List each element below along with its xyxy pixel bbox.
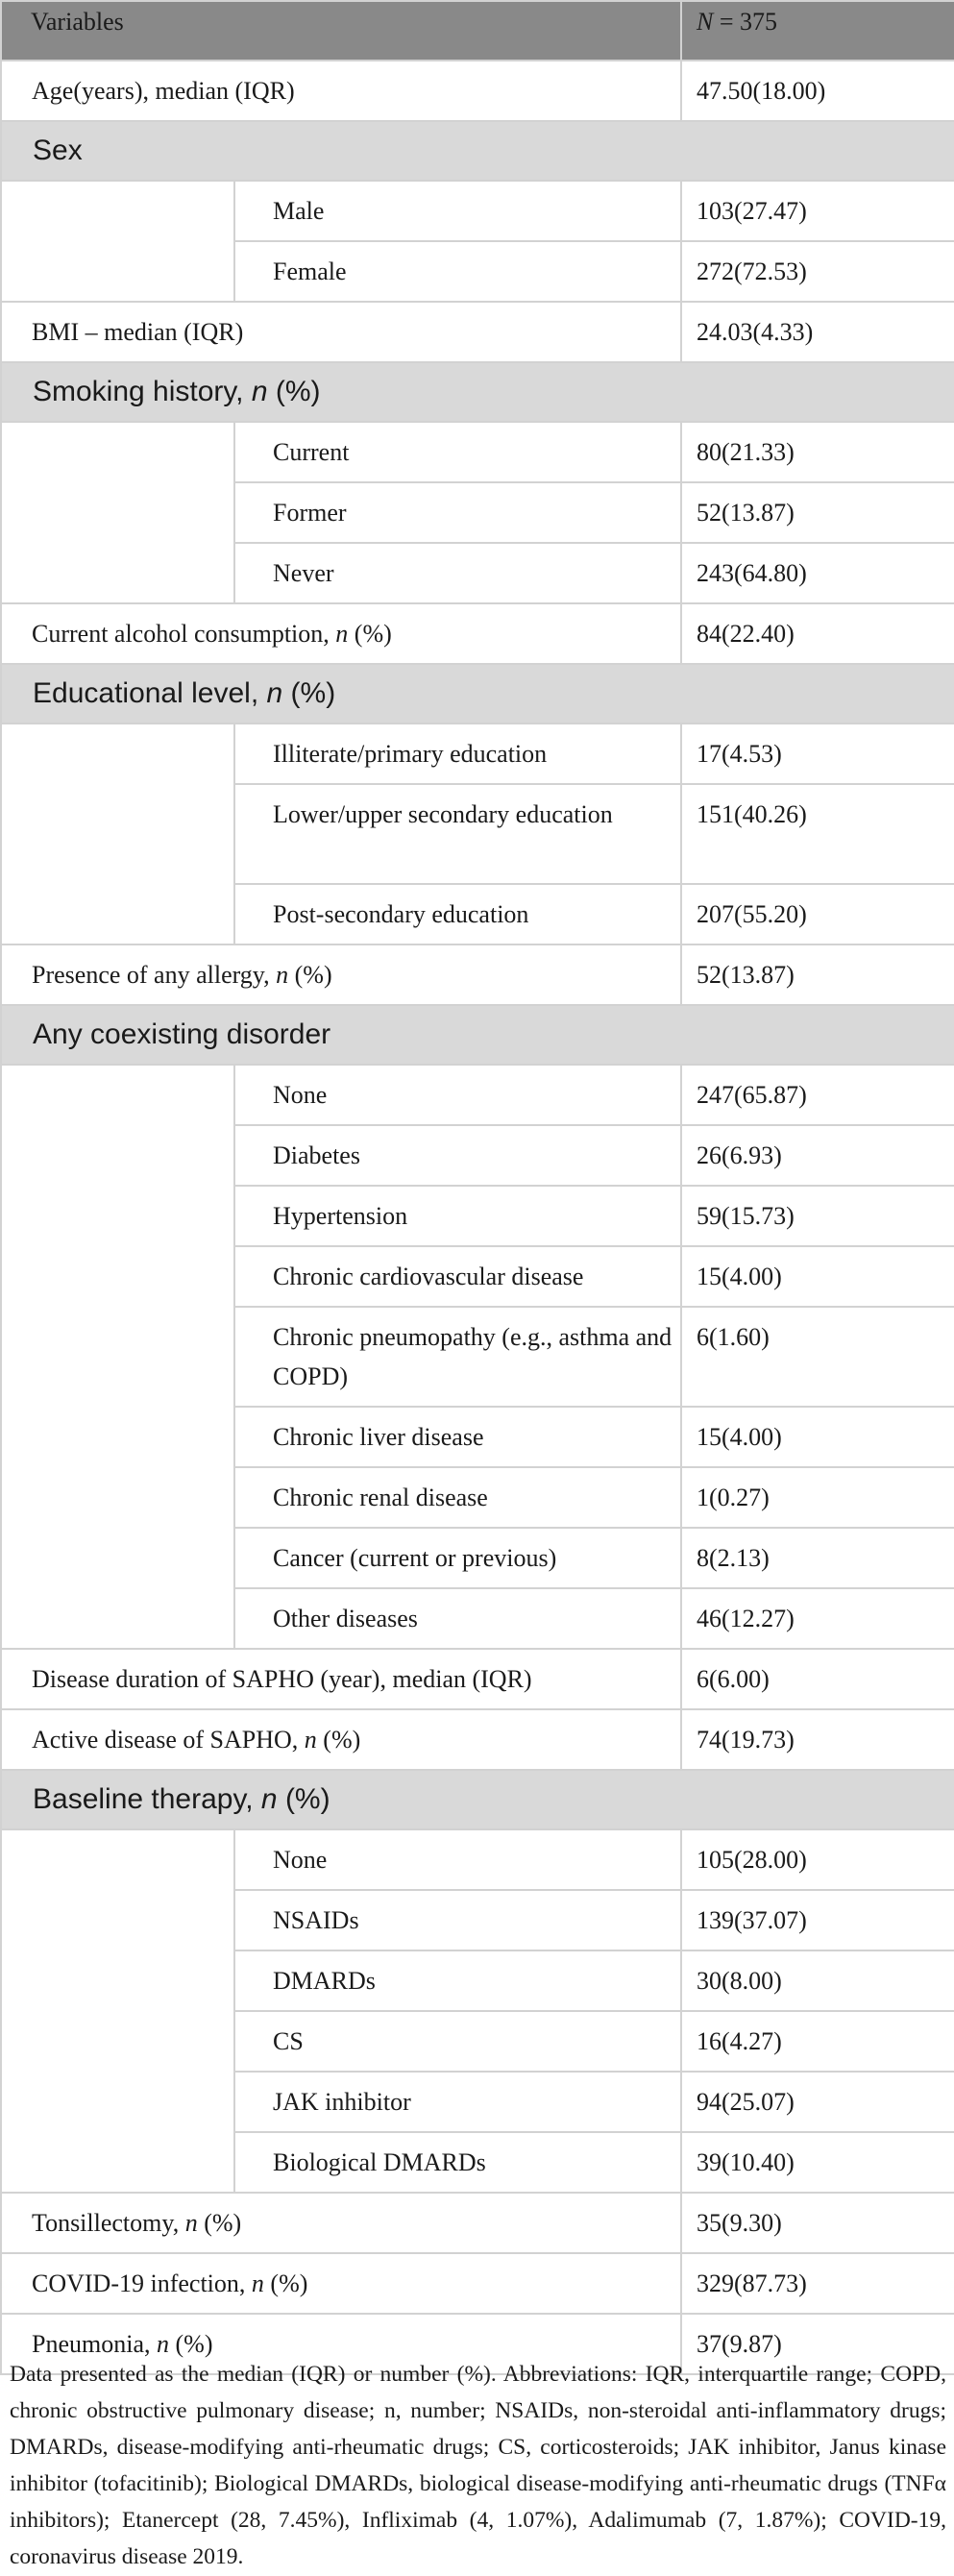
row-label-alcohol: [1, 603, 681, 664]
percent-symbol: (%): [316, 1726, 361, 1754]
section-heading-sex: Sex: [1, 121, 954, 181]
percent-symbol: (%): [267, 376, 321, 407]
label-text: Current alcohol consumption,: [32, 620, 336, 648]
row-label-diabetes: Diabetes: [234, 1125, 681, 1186]
row-value-pneumopathy: 6(1.60): [681, 1307, 954, 1407]
n-symbol: n: [276, 961, 289, 989]
row-label-cancer: Cancer (current or previous): [234, 1528, 681, 1588]
table-row: [1, 603, 954, 664]
header-n-symbol: N: [697, 8, 714, 36]
row-value-alcohol: 84(22.40): [681, 603, 954, 664]
table-row: [1, 1709, 954, 1770]
row-label-former-smoker: Former: [234, 482, 681, 543]
row-value-other-diseases: 46(12.27): [681, 1588, 954, 1649]
table-row: [1, 1649, 954, 1709]
row-label-hypertension: Hypertension: [234, 1186, 681, 1246]
percent-symbol: (%): [288, 961, 332, 989]
indent-cell: [1, 1065, 234, 1649]
row-label-age: Age(years), median (IQR): [1, 61, 681, 121]
table-footnote: Data presented as the median (IQR) or number (%). Abbreviations: IQR, interquartile range; COPD, chronic obstructive pulmonary disease; n, number; NSAIDs, non-steroidal anti-inflammatory drugs; DMARDs, disease-modifying anti-rheumatic drugs; CS, corticosteroids; JAK inhibitor, Janus kinase inhibitor (tofacitinib); Biological DMARDs, biological disease-modifying anti-rheumatic drugs (TNFα inhibitors); Etanercept (28, 7.45%), Infliximab (4, 1.07%), Adalimumab (7, 1.87%); COVID-19, coronavirus disease 2019.: [10, 2362, 946, 2569]
row-value-allergy: 52(13.87): [681, 945, 954, 1005]
row-label-allergy: [1, 945, 681, 1005]
row-label-coexisting-none: None: [234, 1065, 681, 1125]
section-heading-baseline-therapy: [1, 1770, 954, 1829]
n-symbol: n: [184, 2209, 198, 2237]
row-value-duration: 6(6.00): [681, 1649, 954, 1709]
section-heading-smoking: [1, 362, 954, 422]
percent-symbol: (%): [197, 2209, 242, 2237]
header-n: [681, 1, 954, 61]
row-label-other-diseases: Other diseases: [234, 1588, 681, 1649]
section-education: [1, 664, 954, 724]
indent-cell: [1, 422, 234, 603]
indent-cell: [1, 181, 234, 302]
row-label-therapy-none: None: [234, 1829, 681, 1890]
section-baseline-therapy: [1, 1770, 954, 1829]
row-value-dmards: 30(8.00): [681, 1950, 954, 2011]
table-row: [1, 181, 954, 241]
row-label-renal: Chronic renal disease: [234, 1467, 681, 1528]
section-coexisting: [1, 1005, 954, 1065]
row-value-former-smoker: 52(13.87): [681, 482, 954, 543]
label-text: COVID-19 infection,: [32, 2269, 252, 2297]
table-row: [1, 2253, 954, 2314]
row-label-jak-inhibitor: JAK inhibitor: [234, 2072, 681, 2132]
row-value-jak-inhibitor: 94(25.07): [681, 2072, 954, 2132]
row-value-therapy-none: 105(28.00): [681, 1829, 954, 1890]
label-text: Active disease of SAPHO,: [32, 1726, 305, 1754]
n-symbol: n: [266, 677, 283, 709]
row-label-male: Male: [234, 181, 681, 241]
row-value-secondary-education: 151(40.26): [681, 784, 954, 884]
row-value-bmi: 24.03(4.33): [681, 302, 954, 362]
table-row: [1, 302, 954, 362]
percent-symbol: (%): [277, 1783, 330, 1815]
row-value-covid: 329(87.73): [681, 2253, 954, 2314]
row-label-post-secondary-education: Post-secondary education: [234, 884, 681, 945]
section-heading-education: [1, 664, 954, 724]
row-label-active-disease: [1, 1709, 681, 1770]
label-text: Presence of any allergy,: [32, 961, 277, 989]
row-label-pneumopathy: Chronic pneumopathy (e.g., asthma and COPD): [234, 1307, 681, 1407]
row-value-never-smoker: 243(64.80): [681, 543, 954, 603]
label-text: Pneumonia,: [32, 2330, 157, 2358]
header-variables: Variables: [1, 1, 681, 61]
header-n-value: = 375: [713, 8, 778, 36]
row-value-female: 272(72.53): [681, 241, 954, 302]
row-label-tonsillectomy: [1, 2193, 681, 2253]
section-heading-text: Educational level,: [33, 677, 267, 709]
section-smoking: [1, 362, 954, 422]
row-label-covid: [1, 2253, 681, 2314]
n-symbol: n: [251, 376, 268, 407]
indent-cell: [1, 724, 234, 945]
percent-symbol: (%): [282, 677, 336, 709]
row-value-cs: 16(4.27): [681, 2011, 954, 2072]
section-sex: [1, 121, 954, 181]
n-symbol: n: [335, 620, 349, 648]
table-row: [1, 2193, 954, 2253]
table-row: [1, 945, 954, 1005]
row-label-cs: CS: [234, 2011, 681, 2072]
section-heading-text: Smoking history,: [33, 376, 252, 407]
percent-symbol: (%): [263, 2269, 308, 2297]
percent-symbol: (%): [348, 620, 392, 648]
row-value-liver: 15(4.00): [681, 1407, 954, 1467]
label-text: Tonsillectomy,: [32, 2209, 185, 2237]
row-value-current-smoker: 80(21.33): [681, 422, 954, 482]
row-value-diabetes: 26(6.93): [681, 1125, 954, 1186]
row-value-renal: 1(0.27): [681, 1467, 954, 1528]
row-value-tonsillectomy: 35(9.30): [681, 2193, 954, 2253]
row-value-primary-education: 17(4.53): [681, 724, 954, 784]
table-row: [1, 61, 954, 121]
section-heading-text: Baseline therapy,: [33, 1783, 261, 1815]
percent-symbol: (%): [169, 2330, 213, 2358]
row-value-hypertension: 59(15.73): [681, 1186, 954, 1246]
row-label-nsaids: NSAIDs: [234, 1890, 681, 1950]
row-label-bmi: BMI – median (IQR): [1, 302, 681, 362]
row-value-cardiovascular: 15(4.00): [681, 1246, 954, 1307]
row-value-nsaids: 139(37.07): [681, 1890, 954, 1950]
row-label-liver: Chronic liver disease: [234, 1407, 681, 1467]
indent-cell: [1, 1829, 234, 2193]
row-value-male: 103(27.47): [681, 181, 954, 241]
table-row: [1, 724, 954, 784]
row-value-biological-dmards: 39(10.40): [681, 2132, 954, 2193]
row-label-biological-dmards: Biological DMARDs: [234, 2132, 681, 2193]
n-symbol: n: [251, 2269, 264, 2297]
n-symbol: n: [304, 1726, 317, 1754]
section-heading-coexisting: Any coexisting disorder: [1, 1005, 954, 1065]
row-value-coexisting-none: 247(65.87): [681, 1065, 954, 1125]
row-label-dmards: DMARDs: [234, 1950, 681, 2011]
row-label-secondary-education: Lower/upper secondary education: [234, 784, 681, 884]
table-row: [1, 1829, 954, 1890]
row-label-female: Female: [234, 241, 681, 302]
row-value-age: 47.50(18.00): [681, 61, 954, 121]
row-label-duration: Disease duration of SAPHO (year), median (IQR): [1, 1649, 681, 1709]
table-row: [1, 422, 954, 482]
row-label-cardiovascular: Chronic cardiovascular disease: [234, 1246, 681, 1307]
table-row: [1, 1065, 954, 1125]
row-label-current-smoker: Current: [234, 422, 681, 482]
row-value-cancer: 8(2.13): [681, 1528, 954, 1588]
n-symbol: n: [157, 2330, 169, 2358]
row-label-primary-education: Illiterate/primary education: [234, 724, 681, 784]
row-value-pneumonia: 37(9.87): [681, 2314, 954, 2374]
row-value-post-secondary-education: 207(55.20): [681, 884, 954, 945]
n-symbol: n: [260, 1783, 278, 1815]
row-label-never-smoker: Never: [234, 543, 681, 603]
row-value-active-disease: 74(19.73): [681, 1709, 954, 1770]
table-header-row: [1, 1, 954, 61]
